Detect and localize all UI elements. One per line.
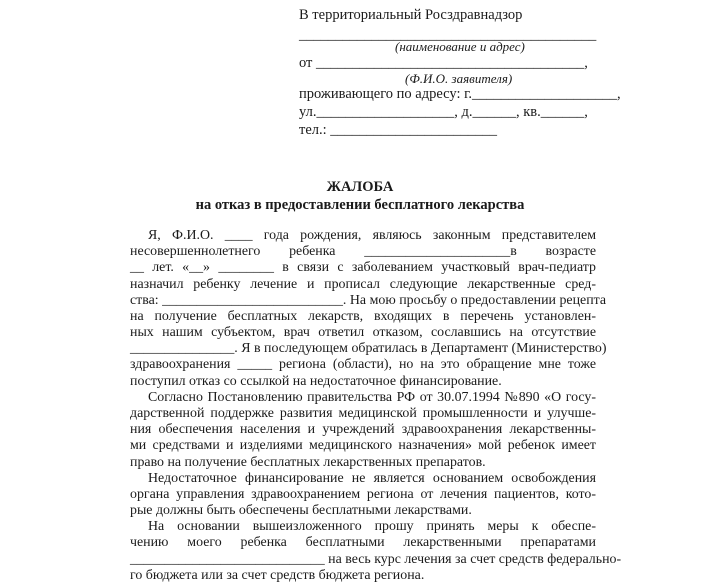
body-line: Недостаточное финансирование не является основанием освобождения — [148, 470, 596, 486]
from-line: от _____________________________________, — [299, 55, 588, 71]
body-line: ____________________________ на весь курс лечения за счет средств федерально- — [130, 551, 622, 567]
body-line: Согласно Постановлению правительства РФ от 30.07.1994 №890 «О госу- — [148, 389, 596, 405]
body-line: ных нашим субъектом, врач ответил отказом, сославшись на отсутствие — [130, 325, 596, 341]
address-line: проживающего по адресу: г.____________________, — [299, 86, 621, 102]
phone-line: тел.: _______________________ — [299, 122, 498, 138]
applicant-hint: (Ф.И.О. заявителя) — [405, 71, 513, 86]
body-line: ства: __________________________. На мою просьбу о предоставлении рецепта — [130, 292, 607, 308]
body-line: назначил ребенку лечение и прописал следующие лекарственные сред- — [130, 276, 596, 292]
body-line: _______________. Я в последующем обратилась в Департамент (Министерство) — [130, 341, 607, 357]
body-line: несовершеннолетнего ребенка _____________________в возрасте — [130, 244, 596, 260]
blank-line: _________________________________________ — [299, 27, 597, 43]
body-line: здравоохранения _____ региона (области), но на это обращение мне тоже — [130, 357, 596, 373]
body-line: ми средствами и изделиями медицинского назначения» мой ребенок имеет — [130, 438, 596, 454]
body-line: право на получение бесплатных лекарственных препаратов. — [130, 454, 486, 470]
body-line: поступил отказ со ссылкой на недостаточное финансирование. — [130, 373, 502, 389]
body-line: дарственной поддержке развития медицинской промышленности и улучше- — [130, 406, 596, 421]
body-line: __ лет. «__» ________ в связи с заболеванием участковый врач-педиатр — [130, 260, 596, 276]
body-line: На основании вышеизложенного прошу принять меры к обеспе- — [148, 519, 596, 535]
addressee-line: В территориальный Росздравнадзор — [299, 7, 523, 23]
body-line: чению моего ребенка бесплатными лекарственными препаратами — [130, 535, 596, 551]
body-line: органа управления здравоохранением региона от лечения пациентов, кото- — [130, 486, 596, 502]
body-line: рые должны быть обеспечены бесплатными лекарствами. — [130, 503, 472, 519]
document-subtitle: на отказ в предоставлении бесплатного лекарства — [195, 197, 525, 213]
body-line: Я, Ф.И.О. ____ года рождения, являюсь законным представителем — [148, 228, 596, 243]
street-line: ул.___________________, д.______, кв.______, — [299, 104, 588, 120]
document-title: ЖАЛОБА — [326, 179, 394, 195]
name-hint: (наименование и адрес) — [395, 39, 525, 54]
body-line: ния обеспечения населения и учреждений здравоохранения лекарственны- — [130, 422, 596, 438]
body-line: го бюджета или за счет средств бюджета региона. — [130, 567, 425, 583]
body-line: на получение бесплатных лекарств, входящих в перечень установлен- — [130, 308, 596, 324]
